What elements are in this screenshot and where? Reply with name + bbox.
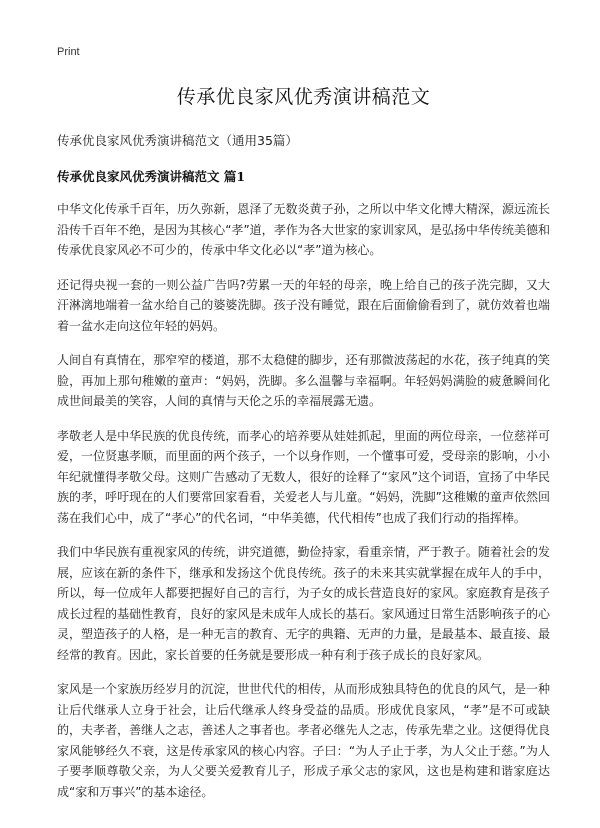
paragraph-1: 中华文化传承千百年，历久弥新，恩泽了无数炎黄子孙，之所以中华文化博大精深，源远流长沿传千百年不绝，是因为其核心“孝”道，孝作为各大世家的家训家风，是弘扬中华传统美德和传承优良家风必不可少的，传承中华文化必以“孝”道为核心。 <box>57 202 550 257</box>
document-title: 传承优良家风优秀演讲稿范文 <box>176 86 431 108</box>
paragraph-2: 还记得央视一套的一则公益广告吗?劳累一天的年轻的母亲，晚上给自己的孩子洗完脚，又大汗淋漓地端着一盆水给自己的婆婆洗脚。孩子没有睡觉，跟在后面偷偷看到了，就仿效着也端着一盆水走向这位年轻的妈妈。 <box>57 277 550 333</box>
print-link[interactable]: Print <box>57 46 80 58</box>
section-heading: 传承优良家风优秀演讲稿范文 篇1 <box>57 169 246 184</box>
paragraph-5: 我们中华民族有重视家风的传统，讲究道德，勤俭持家，看重亲情，严于教子。随着社会的发展，应该在新的条件下，继承和发扬这个优良传统。孩子的未来其实就掌握在成年人的手中，所以，每一位成年人都要把握好自己的言行，为子女的成长营造良好的家风。家庭教育是孩子成长过程的基础性教育，良好的家风是未成年人成长的基石。家风通过日常生活影响孩子的心灵，塑造孩子的人格，是一种无言的教育、无字的典籍、无声的力量，是最基本、最直接、最经常的教育。因此，家长首要的任务就是要形成一种有利于孩子成长的良好家风。 <box>57 545 550 662</box>
paragraph-6: 家风是一个家族历经岁月的沉淀，世世代代的相传，从而形成独具特色的优良的风气，是一种让后代继承人立身于社会，让后代继承人终身受益的品质。形成优良家风，“孝”是不可或缺的，夫孝者，善继人之志，善述人之事者也。孝者必继先人之志，传承先辈之业。这便得优良家风能够经久不衰，这是传承家风的核心内容。子曰：“为人子止于孝，为人父止于慈。”为人子要孝顺尊敬父亲，为人父要关爱教育儿子，形成子承父志的家风，这也是构建和谐家庭达成“家和万事兴”的基本途径。 <box>57 682 550 799</box>
paragraph-3: 人间自有真情在，那窄窄的楼道，那不太稳健的脚步，还有那微波荡起的水花，孩子纯真的笑脸，再加上那句稚嫩的童声：“妈妈，洗脚。多么温馨与幸福啊。年轻妈妈满脸的疲惫瞬间化成世间最美的笑容，人间的真情与天伦之乐的幸福展露无遗。 <box>57 353 550 408</box>
document-subtitle: 传承优良家风优秀演讲稿范文（通用35篇） <box>57 133 298 148</box>
paragraph-4: 孝敬老人是中华民族的优良传统，而孝心的培养要从娃娃抓起，里面的两位母亲，一位慈祥可爱，一位贤惠孝顺，而里面的两个孩子，一个以身作则，一个懂事可爱，受母亲的影响，小小年纪就懂得孝敬父母。这则广告感动了无数人，很好的诠释了“家风”这个词语，宣扬了中华民族的孝，呼吁现在的人们要常回家看看，关爱老人与儿童。“妈妈，洗脚”这稚嫩的童声依然回荡在我们心中，成了“孝心”的代名词，“中华美德，代代相传”也成了我们行动的指挥棒。 <box>57 428 550 525</box>
